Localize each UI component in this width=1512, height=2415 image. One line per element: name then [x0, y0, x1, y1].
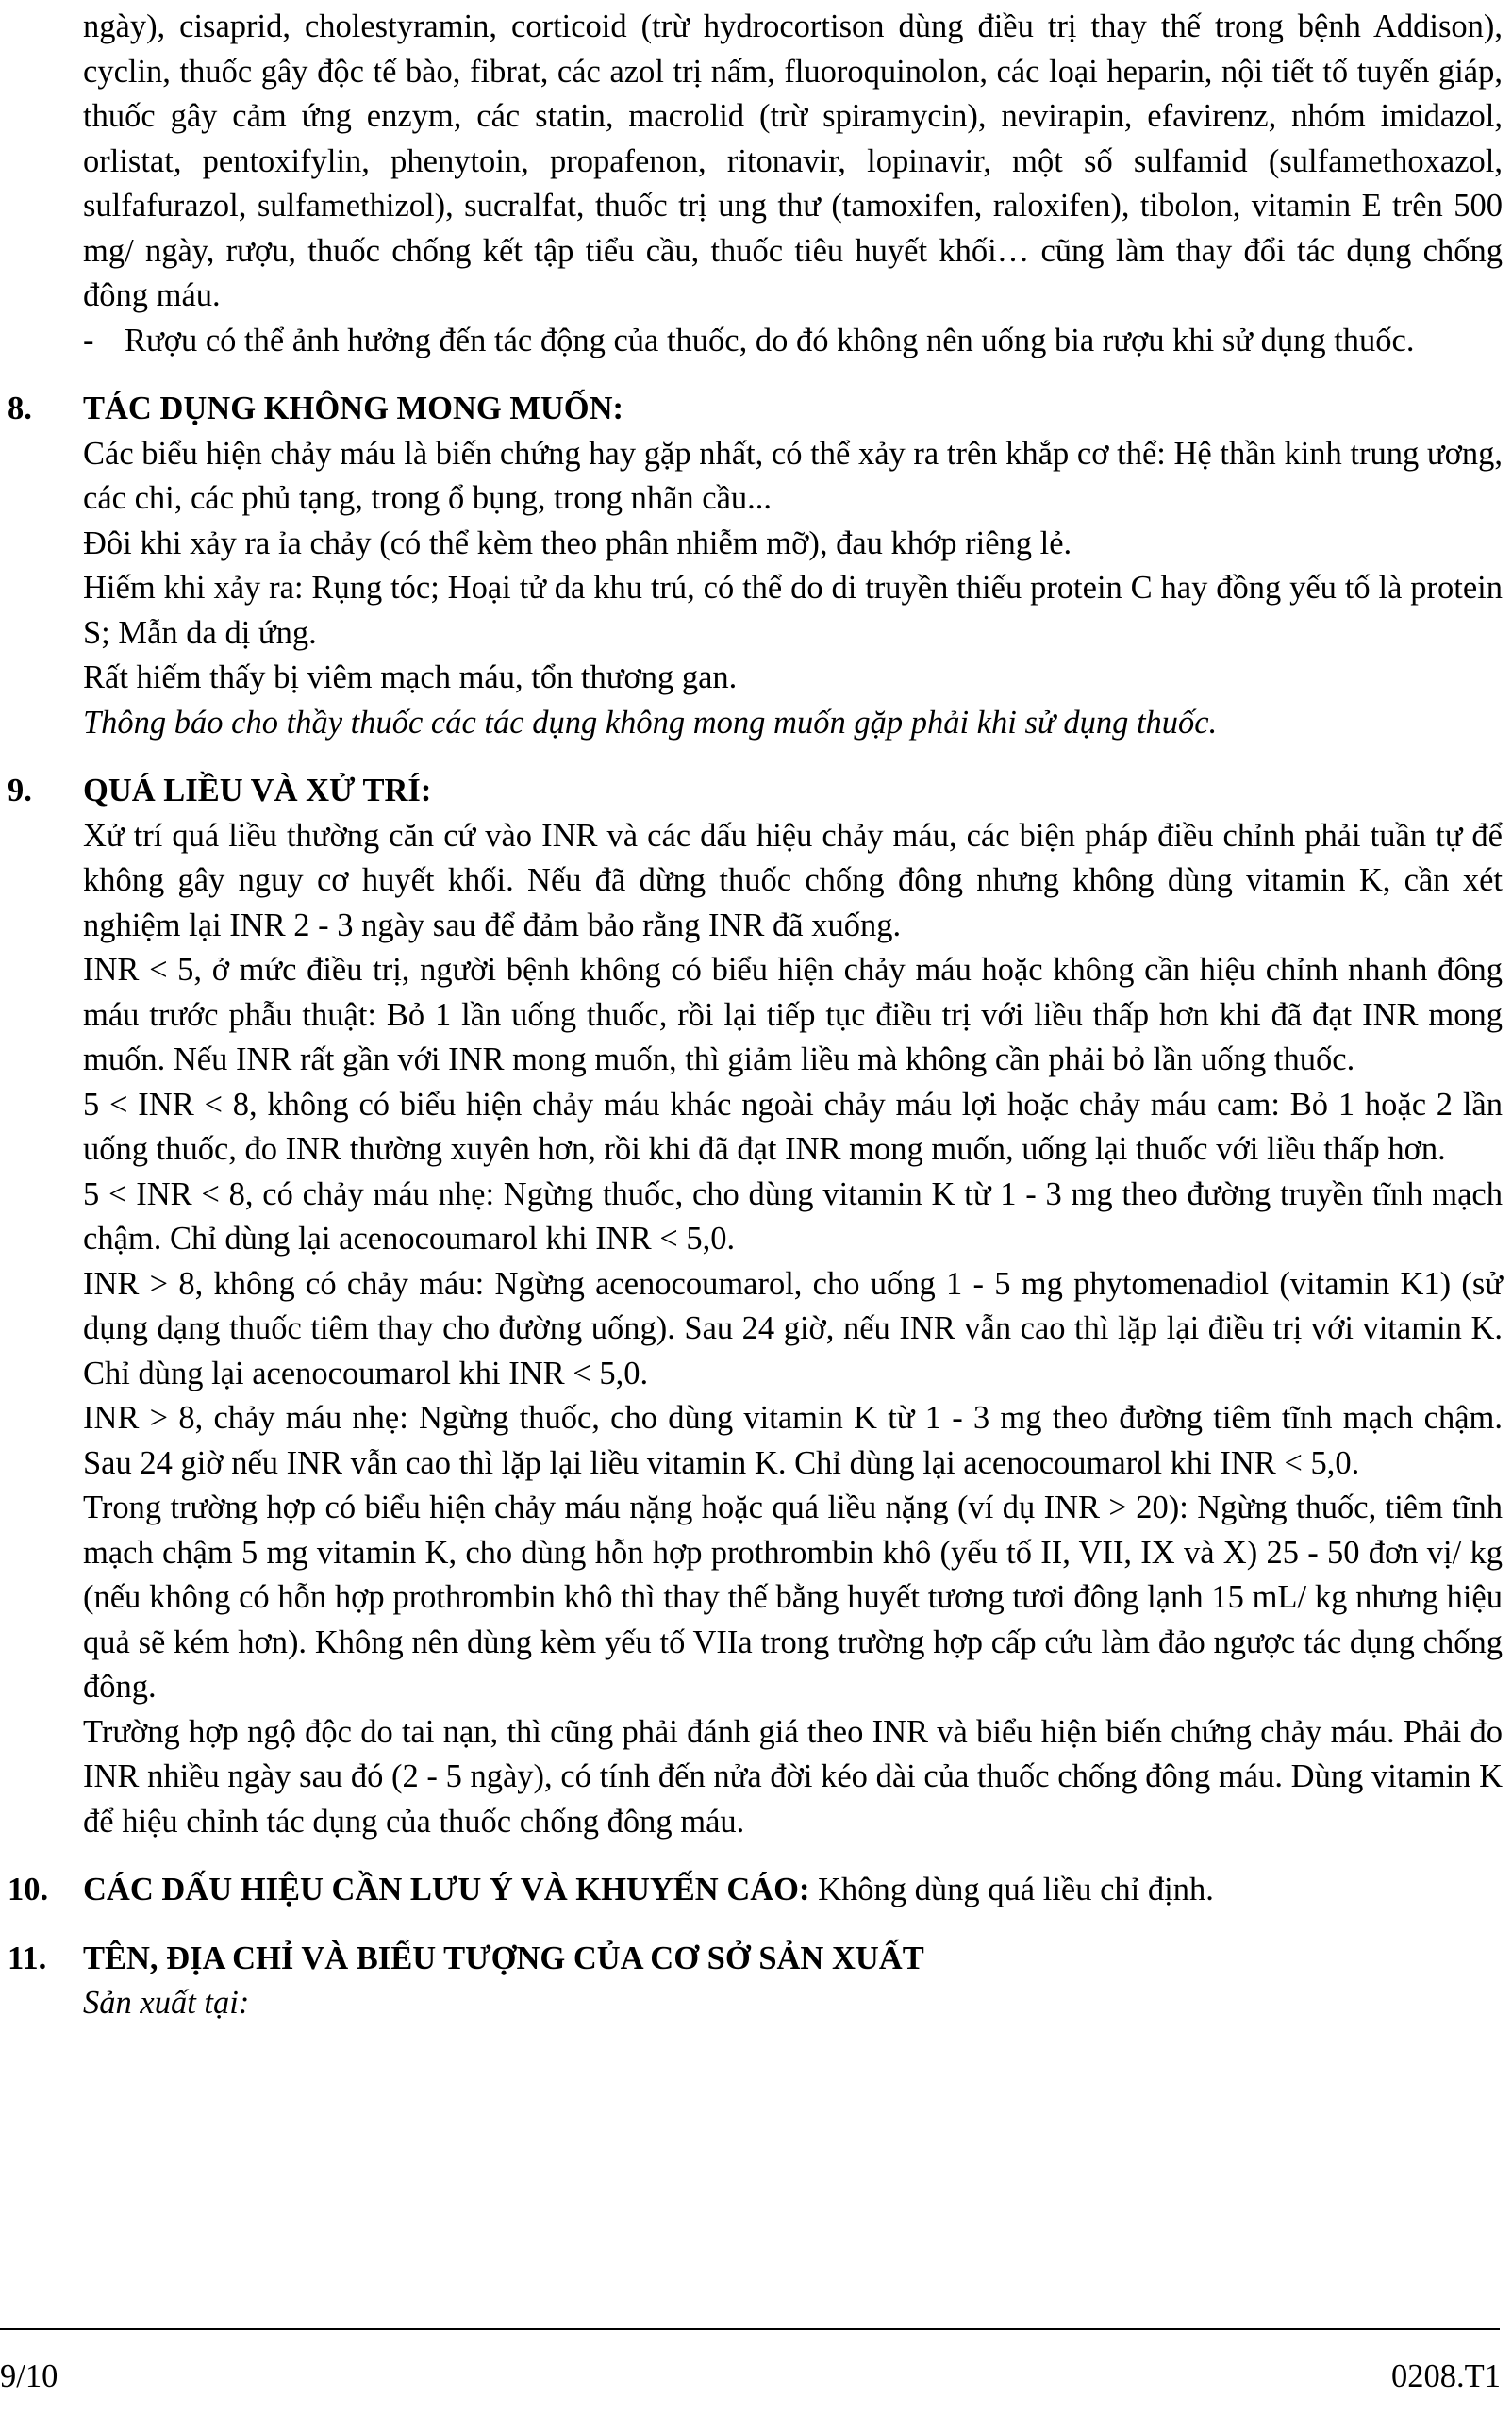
section-paragraph: INR > 8, không có chảy máu: Ngừng acenocoumarol, cho uống 1 - 5 mg phytomenadiol (vitamin K1) (sử dụng dạng thuốc tiêm thay cho đường uống). Sau 24 giờ, nếu INR vẫn cao thì lặp lại điều trị với vitamin K. Chỉ dùng lại acenocoumarol khi INR < 5,0. [83, 1265, 1503, 1391]
section-title: QUÁ LIỀU VÀ XỬ TRÍ: [83, 773, 432, 808]
intro-bullet [83, 319, 1503, 364]
section-9 [8, 769, 1503, 1844]
section-title: TÊN, ĐỊA CHỈ VÀ BIỂU TƯỢNG CỦA CƠ SỞ SẢN XUẤT [83, 1940, 924, 1976]
section-note: Thông báo cho thầy thuốc các tác dụng không mong muốn gặp phải khi sử dụng thuốc. [83, 704, 1218, 741]
section-11 [8, 1937, 1503, 2026]
section-paragraph: INR > 8, chảy máu nhẹ: Ngừng thuốc, cho dùng vitamin K từ 1 - 3 mg theo đường tiêm tĩnh mạch chậm. Sau 24 giờ nếu INR vẫn cao thì lặp lại liều vitamin K. Chỉ dùng lại acenocoumarol khi INR < 5,0. [83, 1400, 1503, 1481]
section-10 [8, 1868, 1503, 1913]
section-paragraph: Đôi khi xảy ra ỉa chảy (có thể kèm theo phân nhiễm mỡ), đau khớp riêng lẻ. [83, 525, 1072, 561]
section-number: 10. [8, 1872, 49, 1907]
section-paragraph: Xử trí quá liều thường căn cứ vào INR và các dấu hiệu chảy máu, các biện pháp điều chỉnh phải tuần tự để không gây nguy cơ huyết khối. Nếu đã dừng thuốc chống đông nhưng không dùng vitamin K, cần xét nghiệm lại INR 2 - 3 ngày sau để đảm bảo rằng INR đã xuống. [83, 817, 1503, 943]
section-paragraph: INR < 5, ở mức điều trị, người bệnh không có biểu hiện chảy máu hoặc không cần hiệu chỉnh nhanh đông máu trước phẫu thuật: Bỏ 1 lần uống thuốc, rồi lại tiếp tục điều trị với liều thấp hơn khi đã đạt INR mong muốn. Nếu INR rất gần với INR mong muốn, thì giảm liều mà không cần phải bỏ lần uống thuốc. [83, 952, 1503, 1077]
section-title: TÁC DỤNG KHÔNG MONG MUỐN: [83, 391, 624, 426]
section-9-heading [8, 769, 1503, 814]
section-paragraph: Hiếm khi xảy ra: Rụng tóc; Hoại tử da khu trú, có thể do di truyền thiếu protein C hay đồng yếu tố là protein S; Mẫn da dị ứng. [83, 570, 1503, 651]
section-title: CÁC DẤU HIỆU CẦN LƯU Ý VÀ KHUYẾN CÁO: [83, 1872, 810, 1907]
section-paragraph: 5 < INR < 8, không có biểu hiện chảy máu khác ngoài chảy máu lợi hoặc chảy máu cam: Bỏ 1 hoặc 2 lần uống thuốc, đo INR thường xuyên hơn, rồi khi đã đạt INR mong muốn, uống lại thuốc với liều thấp hơn. [83, 1086, 1503, 1167]
section-text: Không dùng quá liều chỉ định. [818, 1872, 1214, 1907]
section-8 [8, 387, 1503, 745]
footer-divider [0, 2328, 1500, 2330]
section-number: 11. [8, 1940, 47, 1976]
section-paragraph: Trường hợp ngộ độc do tai nạn, thì cũng phải đánh giá theo INR và biểu hiện biến chứng chảy máu. Phải đo INR nhiều ngày sau đó (2 - 5 ngày), có tính đến nửa đời kéo dài của thuốc chống đông máu. Dùng vitamin K để hiệu chỉnh tác dụng của thuốc chống đông máu. [83, 1713, 1503, 1840]
intro-paragraph: ngày), cisaprid, cholestyramin, corticoid (trừ hydrocortison dùng điều trị thay thế trong bệnh Addison), cyclin, thuốc gây độc tế bào, fibrat, các azol trị nấm, fluoroquinolon, các loại heparin, nội tiết tố tuyến giáp, thuốc gây cảm ứng enzym, các statin, macrolid (trừ spiramycin), nevirapin, efavirenz, nhóm imidazol, orlistat, pentoxifylin, phenytoin, propafenon, ritonavir, lopinavir, một số sulfamid (sulfamethoxazol, sulfafurazol, sulfamethizol), sucralfat, thuốc trị ung thư (tamoxifen, raloxifen), tibolon, vitamin E trên 500 mg/ ngày, rượu, thuốc chống kết tập tiểu cầu, thuốc tiêu huyết khối… cũng làm thay đổi tác dụng chống đông máu. [83, 8, 1503, 313]
section-number: 9. [8, 773, 32, 808]
section-paragraph: Trong trường hợp có biểu hiện chảy máu nặng hoặc quá liều nặng (ví dụ INR > 20): Ngừng thuốc, tiêm tĩnh mạch chậm 5 mg vitamin K, cho dùng hỗn hợp prothrombin khô (yếu tố II, VII, IX và X) 25 - 50 đơn vị/ kg (nếu không có hỗn hợp prothrombin khô thì thay thế bằng huyết tương tươi đông lạnh 15 mL/ kg nhưng hiệu quả sẽ kém hơn). Không nên dùng kèm yếu tố VIIa trong trường hợp cấp cứu làm đảo ngược tác dụng chống đông. [83, 1490, 1503, 1705]
section-paragraph: 5 < INR < 8, có chảy máu nhẹ: Ngừng thuốc, cho dùng vitamin K từ 1 - 3 mg theo đường truyền tĩnh mạch chậm. Chỉ dùng lại acenocoumarol khi INR < 5,0. [83, 1175, 1503, 1257]
section-10-heading [8, 1868, 1503, 1913]
section-8-heading [8, 387, 1503, 432]
section-11-heading [8, 1937, 1503, 1982]
bullet-text: Rượu có thể ảnh hưởng đến tác động của thuốc, do đó không nên uống bia rượu khi sử dụng thuốc. [125, 322, 1415, 358]
page-content [8, 0, 1503, 2026]
document-code: 0208.T1 [1391, 2358, 1501, 2394]
section-paragraph: Các biểu hiện chảy máu là biến chứng hay gặp nhất, có thể xảy ra trên khắp cơ thể: Hệ thần kinh trung ương, các chi, các phủ tạng, trong ổ bụng, trong nhãn cầu... [83, 435, 1503, 516]
section-paragraph: Rất hiếm thấy bị viêm mạch máu, tổn thương gan. [83, 659, 738, 695]
manufacturer-line: Sản xuất tại: [83, 1985, 250, 2021]
page-number: 9/10 [0, 2358, 58, 2394]
section-number: 8. [8, 391, 32, 426]
bullet-dash: - [83, 322, 94, 358]
